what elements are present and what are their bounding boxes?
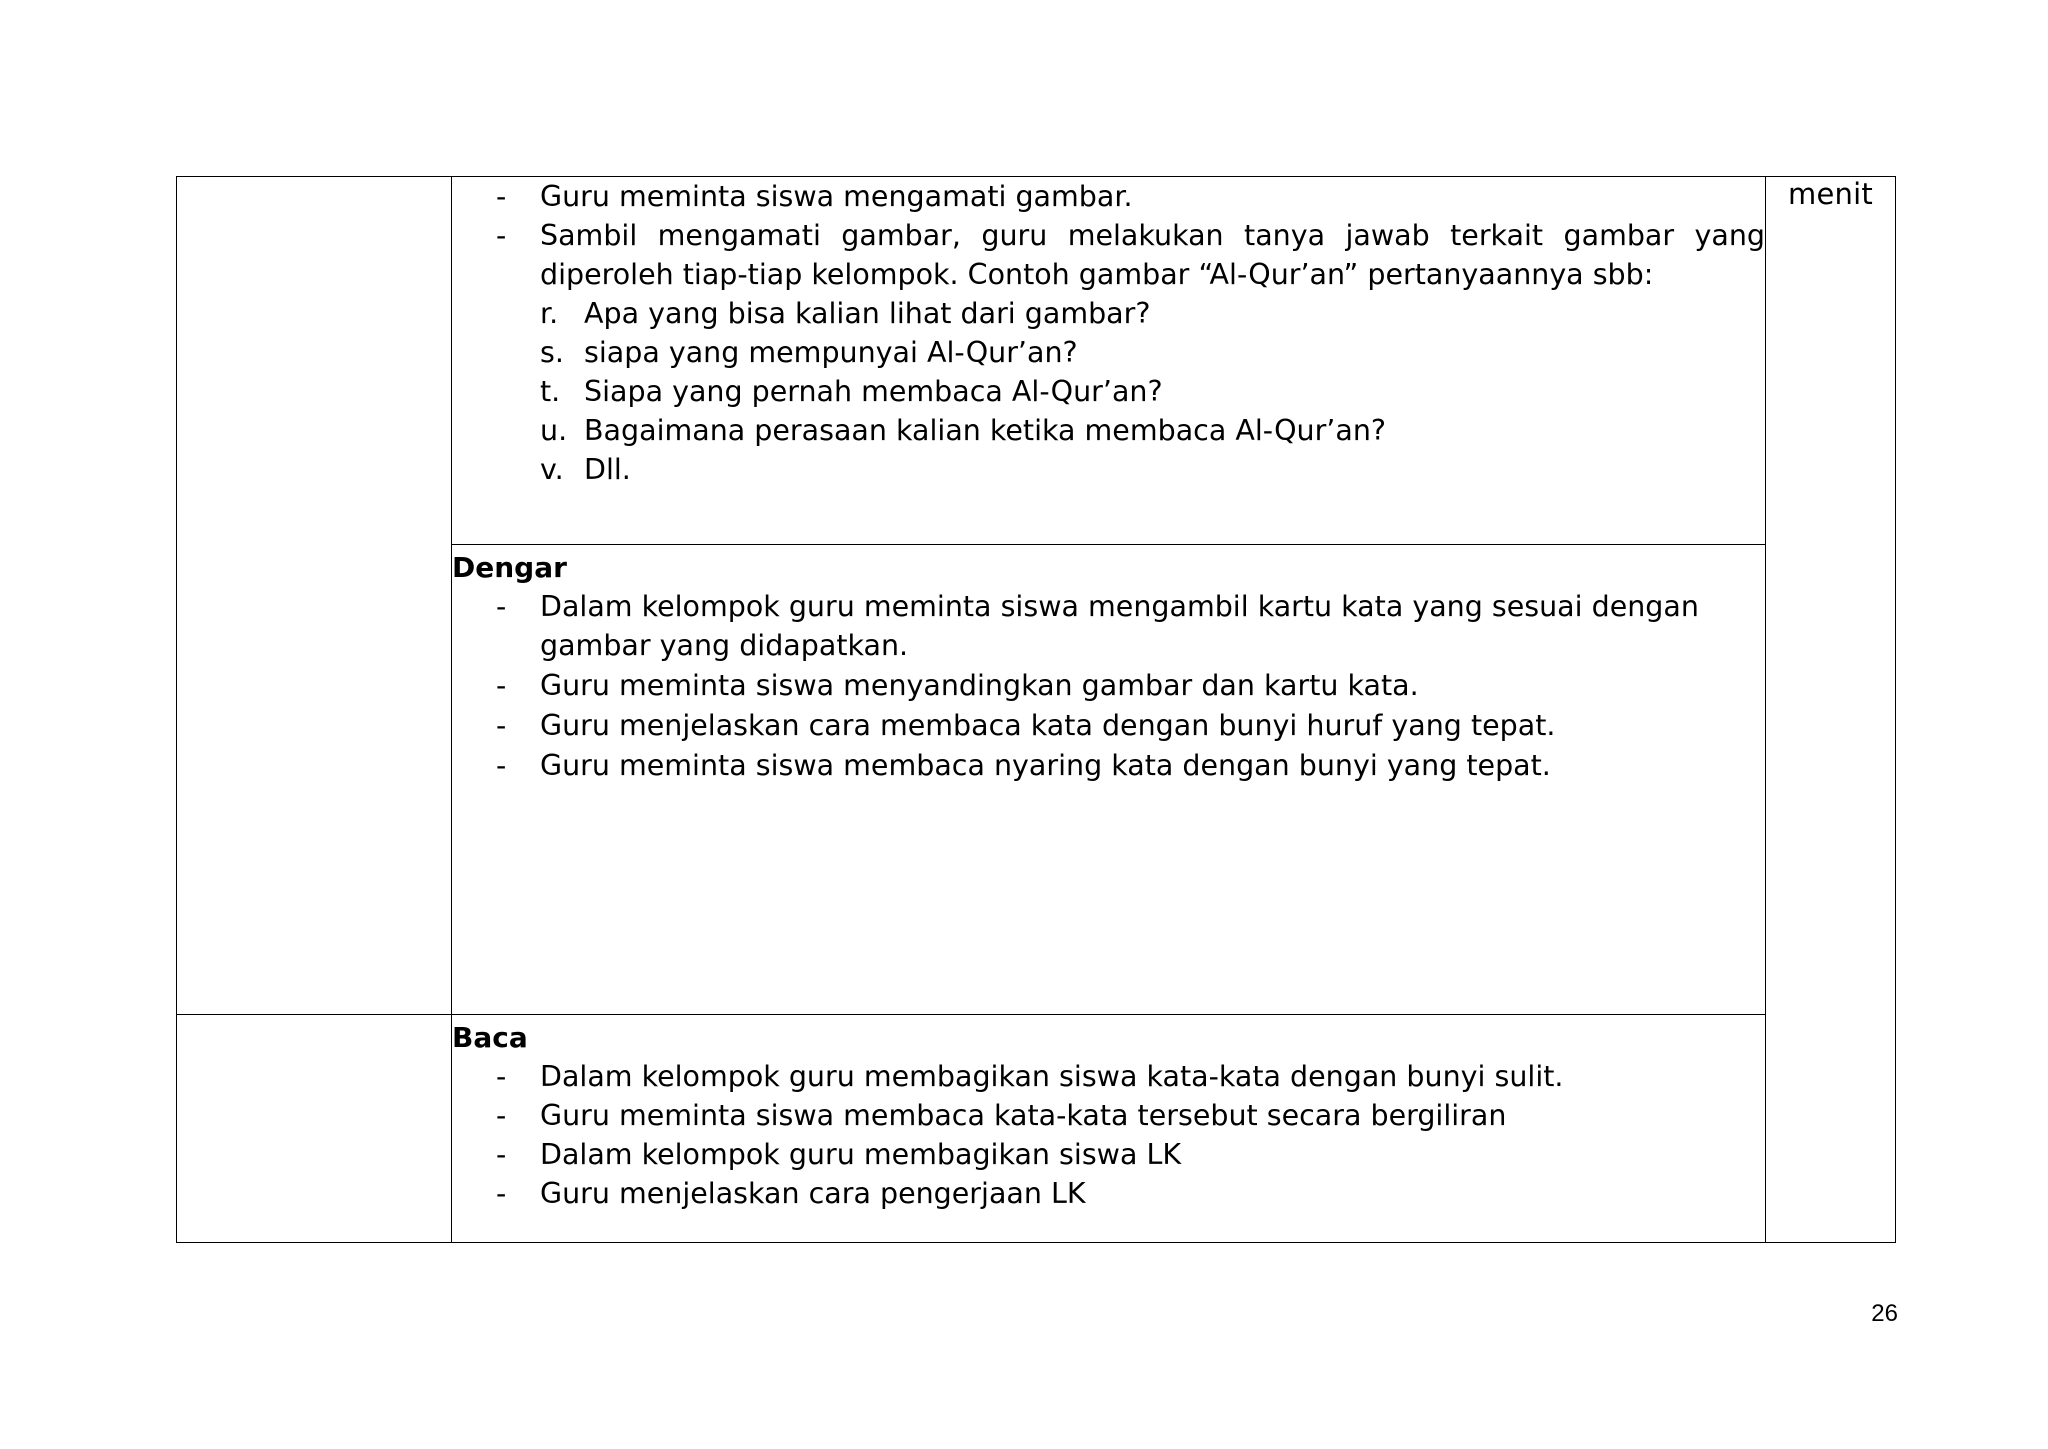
list-item	[452, 177, 1765, 216]
question-text: siapa yang mempunyai Al-Qur’an?	[584, 336, 1078, 369]
time-allocation-cell	[1766, 177, 1896, 1243]
list-item	[452, 1135, 1765, 1174]
dash-marker: -	[496, 1177, 507, 1210]
list-item	[452, 666, 1765, 705]
list-item	[452, 706, 1765, 745]
question-item	[540, 294, 1765, 333]
list-item	[452, 216, 1765, 489]
question-item	[540, 411, 1765, 450]
question-marker: t.	[540, 375, 561, 408]
observation-activity-cell	[452, 177, 1766, 545]
section-heading-baca: Baca	[452, 1021, 528, 1054]
question-marker: s.	[540, 336, 564, 369]
list-item-text: Guru meminta siswa menyandingkan gambar dan kartu kata.	[540, 669, 1419, 702]
question-text: Siapa yang pernah membaca Al-Qur’an?	[584, 375, 1163, 408]
list-item-text: Guru meminta siswa membaca kata-kata tersebut secara bergiliran	[540, 1099, 1507, 1132]
list-item-text: Dalam kelompok guru meminta siswa mengambil kartu kata yang sesuai dengan gambar yang didapatkan.	[540, 590, 1699, 662]
dash-marker: -	[496, 1060, 507, 1093]
list-item-text: Guru meminta siswa membaca nyaring kata dengan bunyi yang tepat.	[540, 749, 1551, 782]
question-marker: v.	[540, 453, 564, 486]
list-item	[452, 587, 1765, 665]
section-heading-dengar: Dengar	[452, 551, 567, 584]
question-text: Apa yang bisa kalian lihat dari gambar?	[584, 297, 1151, 330]
baca-section-cell	[452, 1015, 1766, 1243]
lesson-plan-table	[176, 176, 1896, 1243]
list-item	[452, 1057, 1765, 1096]
dash-marker: -	[496, 709, 507, 742]
baca-steps-list	[452, 1057, 1765, 1213]
list-item	[452, 1174, 1765, 1213]
dengar-section-cell	[452, 545, 1766, 1015]
list-item-text: Dalam kelompok guru membagikan siswa kata-kata dengan bunyi sulit.	[540, 1060, 1564, 1093]
dash-marker: -	[496, 749, 507, 782]
time-unit-label: menit	[1788, 177, 1873, 211]
question-marker: r.	[540, 297, 559, 330]
list-item-text: Guru menjelaskan cara membaca kata dengan bunyi huruf yang tepat.	[540, 709, 1556, 742]
dash-marker: -	[496, 1138, 507, 1171]
question-item	[540, 450, 1765, 489]
dash-marker: -	[496, 180, 507, 213]
question-marker: u.	[540, 414, 568, 447]
dash-marker: -	[496, 590, 507, 623]
dengar-steps-list	[452, 587, 1765, 785]
list-item-text: Sambil mengamati gambar, guru melakukan tanya jawab terkait gambar yang diperoleh tiap-tiap kelompok. Contoh gambar “Al-Qur’an” pertanyaannya sbb:	[540, 219, 1765, 291]
table-row	[177, 1015, 1896, 1243]
list-item-text: Guru menjelaskan cara pengerjaan LK	[540, 1177, 1086, 1210]
dash-marker: -	[496, 1099, 507, 1132]
list-item-text: Dalam kelompok guru membagikan siswa LK	[540, 1138, 1182, 1171]
empty-left-cell	[177, 1015, 452, 1243]
table-row	[177, 177, 1896, 545]
page-number: 26	[1871, 1300, 1898, 1327]
dash-marker: -	[496, 669, 507, 702]
question-text: Dll.	[584, 453, 631, 486]
empty-left-cell	[177, 177, 452, 1015]
observation-steps-list	[452, 177, 1765, 489]
question-item	[540, 372, 1765, 411]
dash-marker: -	[496, 219, 507, 252]
question-item	[540, 333, 1765, 372]
question-list	[540, 294, 1765, 489]
list-item	[452, 1096, 1765, 1135]
list-item	[452, 746, 1765, 785]
question-text: Bagaimana perasaan kalian ketika membaca Al-Qur’an?	[584, 414, 1387, 447]
list-item-text: Guru meminta siswa mengamati gambar.	[540, 180, 1133, 213]
